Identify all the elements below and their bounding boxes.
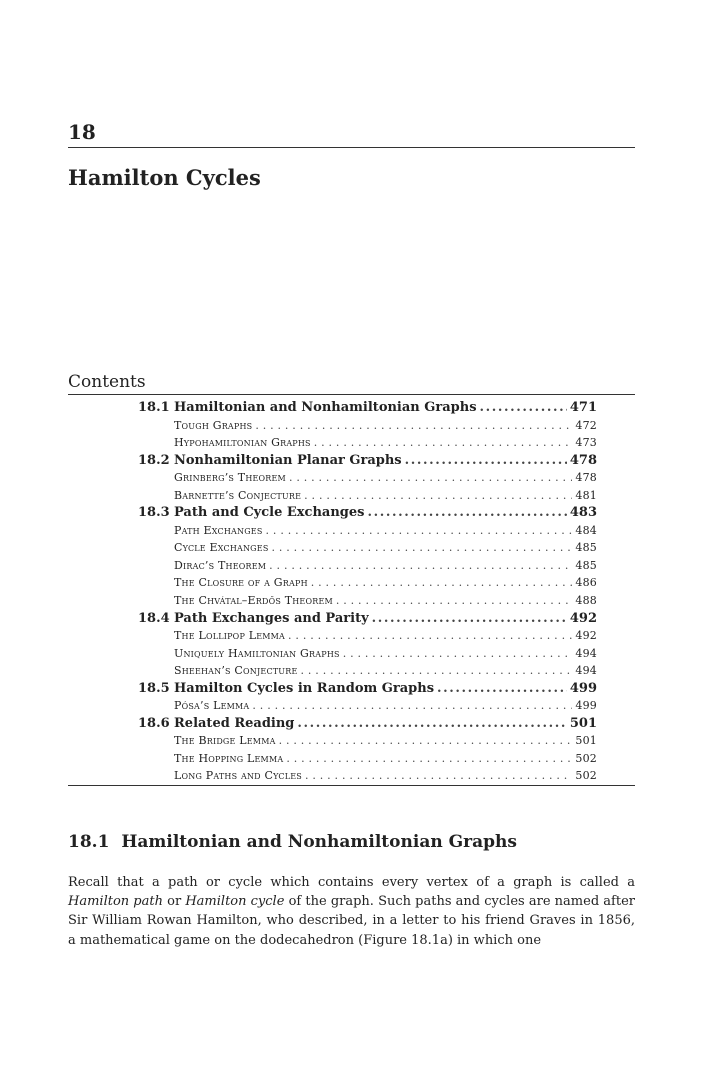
contents-heading: Contents <box>68 372 146 392</box>
toc-subsection-entry <box>138 574 597 592</box>
toc-subsection-entry <box>138 645 597 663</box>
contents-top-rule <box>68 394 635 395</box>
toc-entry-label: Grinberg’s Theorem <box>174 471 286 485</box>
toc-entry-label: The Lollipop Lemma <box>174 629 286 643</box>
toc-leader-dots <box>343 645 573 663</box>
toc-page-number: 483 <box>569 505 597 521</box>
toc-leader-dots <box>311 574 573 592</box>
toc-entry-label: The Closure of a Graph <box>174 576 308 590</box>
toc-entry-label: Path Exchanges and Parity <box>174 610 369 626</box>
body-paragraph <box>68 873 635 950</box>
toc-subsection-entry <box>138 557 597 575</box>
toc-subsection-entry <box>138 627 597 645</box>
toc-leader-dots <box>480 399 567 417</box>
toc-page-number: 484 <box>575 523 597 537</box>
toc-entry-label: The Chvátal–Erdős Theorem <box>174 594 333 608</box>
section-title: Hamiltonian and Nonhamiltonian Graphs <box>121 832 517 852</box>
toc-leader-dots <box>279 732 573 750</box>
toc-leader-dots <box>437 680 567 698</box>
toc-leader-dots <box>272 539 573 557</box>
toc-page-number: 502 <box>575 751 597 765</box>
toc-leader-dots <box>297 715 566 733</box>
toc-page-number: 494 <box>575 664 597 678</box>
toc-subsection-entry <box>138 732 597 750</box>
toc-entry-label: The Bridge Lemma <box>174 734 276 748</box>
toc-section-entry <box>138 680 597 698</box>
toc-subsection-entry <box>138 434 597 452</box>
toc-page-number: 473 <box>575 436 597 450</box>
toc-section-number: 18.3 <box>138 505 170 521</box>
body-text-part: Recall that a path or cycle which contains every vertex of a graph is called a <box>68 875 635 890</box>
toc-entry-label: Hamiltonian and Nonhamiltonian Graphs <box>174 400 477 415</box>
toc-entry-label: Tough Graphs <box>174 418 253 432</box>
toc-entry-label: Long Paths and Cycles <box>174 769 302 783</box>
toc-leader-dots <box>367 504 566 522</box>
toc-section-number: 18.2 <box>138 452 170 468</box>
toc-entry-label: Hamilton Cycles in Random Graphs <box>174 680 435 696</box>
toc-leader-dots <box>314 434 573 452</box>
toc-section-entry <box>138 452 597 470</box>
emphasis-hamilton-path: Hamilton path <box>68 894 163 910</box>
toc-leader-dots <box>269 557 572 575</box>
contents-bottom-rule <box>68 785 635 786</box>
toc-entry-label: Path and Cycle Exchanges <box>174 505 365 521</box>
toc-page-number: 478 <box>575 471 597 485</box>
toc-page-number: 501 <box>575 734 597 748</box>
toc-entry-label: Nonhamiltonian Planar Graphs <box>174 452 402 468</box>
toc-section-entry <box>138 399 597 417</box>
toc-section-number: 18.6 <box>138 715 170 731</box>
toc-section-number: 18.1 <box>138 400 170 415</box>
section-heading <box>68 831 517 853</box>
toc-leader-dots <box>305 767 572 785</box>
toc-page-number: 494 <box>575 646 597 660</box>
toc-page-number: 485 <box>575 558 597 572</box>
toc-section-entry <box>138 504 597 522</box>
toc-section-number: 18.5 <box>138 680 170 696</box>
toc-leader-dots <box>255 417 572 435</box>
body-text-part: of the graph. Such paths and cycles are named after Sir William Rowan Hamilton, who described, in a letter to his friend Graves in 1856, a mathematical game on the dodecahedron (Figure 18.1a) in which one <box>68 894 635 948</box>
toc-subsection-entry <box>138 662 597 680</box>
toc-subsection-entry <box>138 522 597 540</box>
toc-page-number: 492 <box>575 629 597 643</box>
toc-entry-label: Dirac’s Theorem <box>174 558 267 572</box>
toc-page-number: 492 <box>569 610 597 626</box>
toc-entry-label: Hypohamiltonian Graphs <box>174 436 311 450</box>
toc-entry-label: Pósa’s Lemma <box>174 699 250 713</box>
toc-section-number: 18.4 <box>138 610 170 626</box>
toc-leader-dots <box>405 452 567 470</box>
toc-page-number: 472 <box>575 418 597 432</box>
toc-leader-dots <box>372 610 567 628</box>
chapter-title: Hamilton Cycles <box>68 165 261 190</box>
toc-subsection-entry <box>138 539 597 557</box>
toc-page-number: 499 <box>569 680 597 696</box>
toc-page-number: 471 <box>569 400 597 415</box>
toc-page-number: 486 <box>575 576 597 590</box>
toc-page-number: 485 <box>575 541 597 555</box>
toc-section-entry <box>138 715 597 733</box>
toc-entry-label: Related Reading <box>174 715 295 731</box>
toc-leader-dots <box>288 627 572 645</box>
toc-subsection-entry <box>138 417 597 435</box>
toc-page-number: 478 <box>569 452 597 468</box>
toc-leader-dots <box>266 522 573 540</box>
toc-entry-label: Cycle Exchanges <box>174 541 269 555</box>
toc-page-number: 488 <box>575 594 597 608</box>
toc-entry-label: Sheehan’s Conjecture <box>174 664 298 678</box>
toc-subsection-entry <box>138 750 597 768</box>
toc-subsection-entry <box>138 592 597 610</box>
toc-section-entry <box>138 610 597 628</box>
toc-page-number: 502 <box>575 769 597 783</box>
toc-leader-dots <box>286 750 572 768</box>
toc-leader-dots <box>252 697 572 715</box>
section-number: 18.1 <box>68 832 110 852</box>
table-of-contents <box>138 399 597 785</box>
toc-page-number: 501 <box>569 715 597 731</box>
toc-page-number: 499 <box>575 699 597 713</box>
toc-entry-label: The Hopping Lemma <box>174 751 284 765</box>
toc-subsection-entry <box>138 697 597 715</box>
chapter-rule <box>68 147 635 148</box>
chapter-number: 18 <box>68 120 96 144</box>
toc-subsection-entry <box>138 767 597 785</box>
emphasis-hamilton-cycle: Hamilton cycle <box>185 894 285 910</box>
toc-leader-dots <box>336 592 573 610</box>
toc-page-number: 481 <box>575 488 597 502</box>
toc-leader-dots <box>301 662 573 680</box>
toc-entry-label: Barnette’s Conjecture <box>174 488 302 502</box>
toc-entry-label: Path Exchanges <box>174 523 263 537</box>
toc-leader-dots <box>289 469 572 487</box>
body-text-part: or <box>162 894 186 910</box>
toc-entry-label: Uniquely Hamiltonian Graphs <box>174 646 340 660</box>
toc-subsection-entry <box>138 487 597 505</box>
toc-subsection-entry <box>138 469 597 487</box>
toc-leader-dots <box>304 487 572 505</box>
